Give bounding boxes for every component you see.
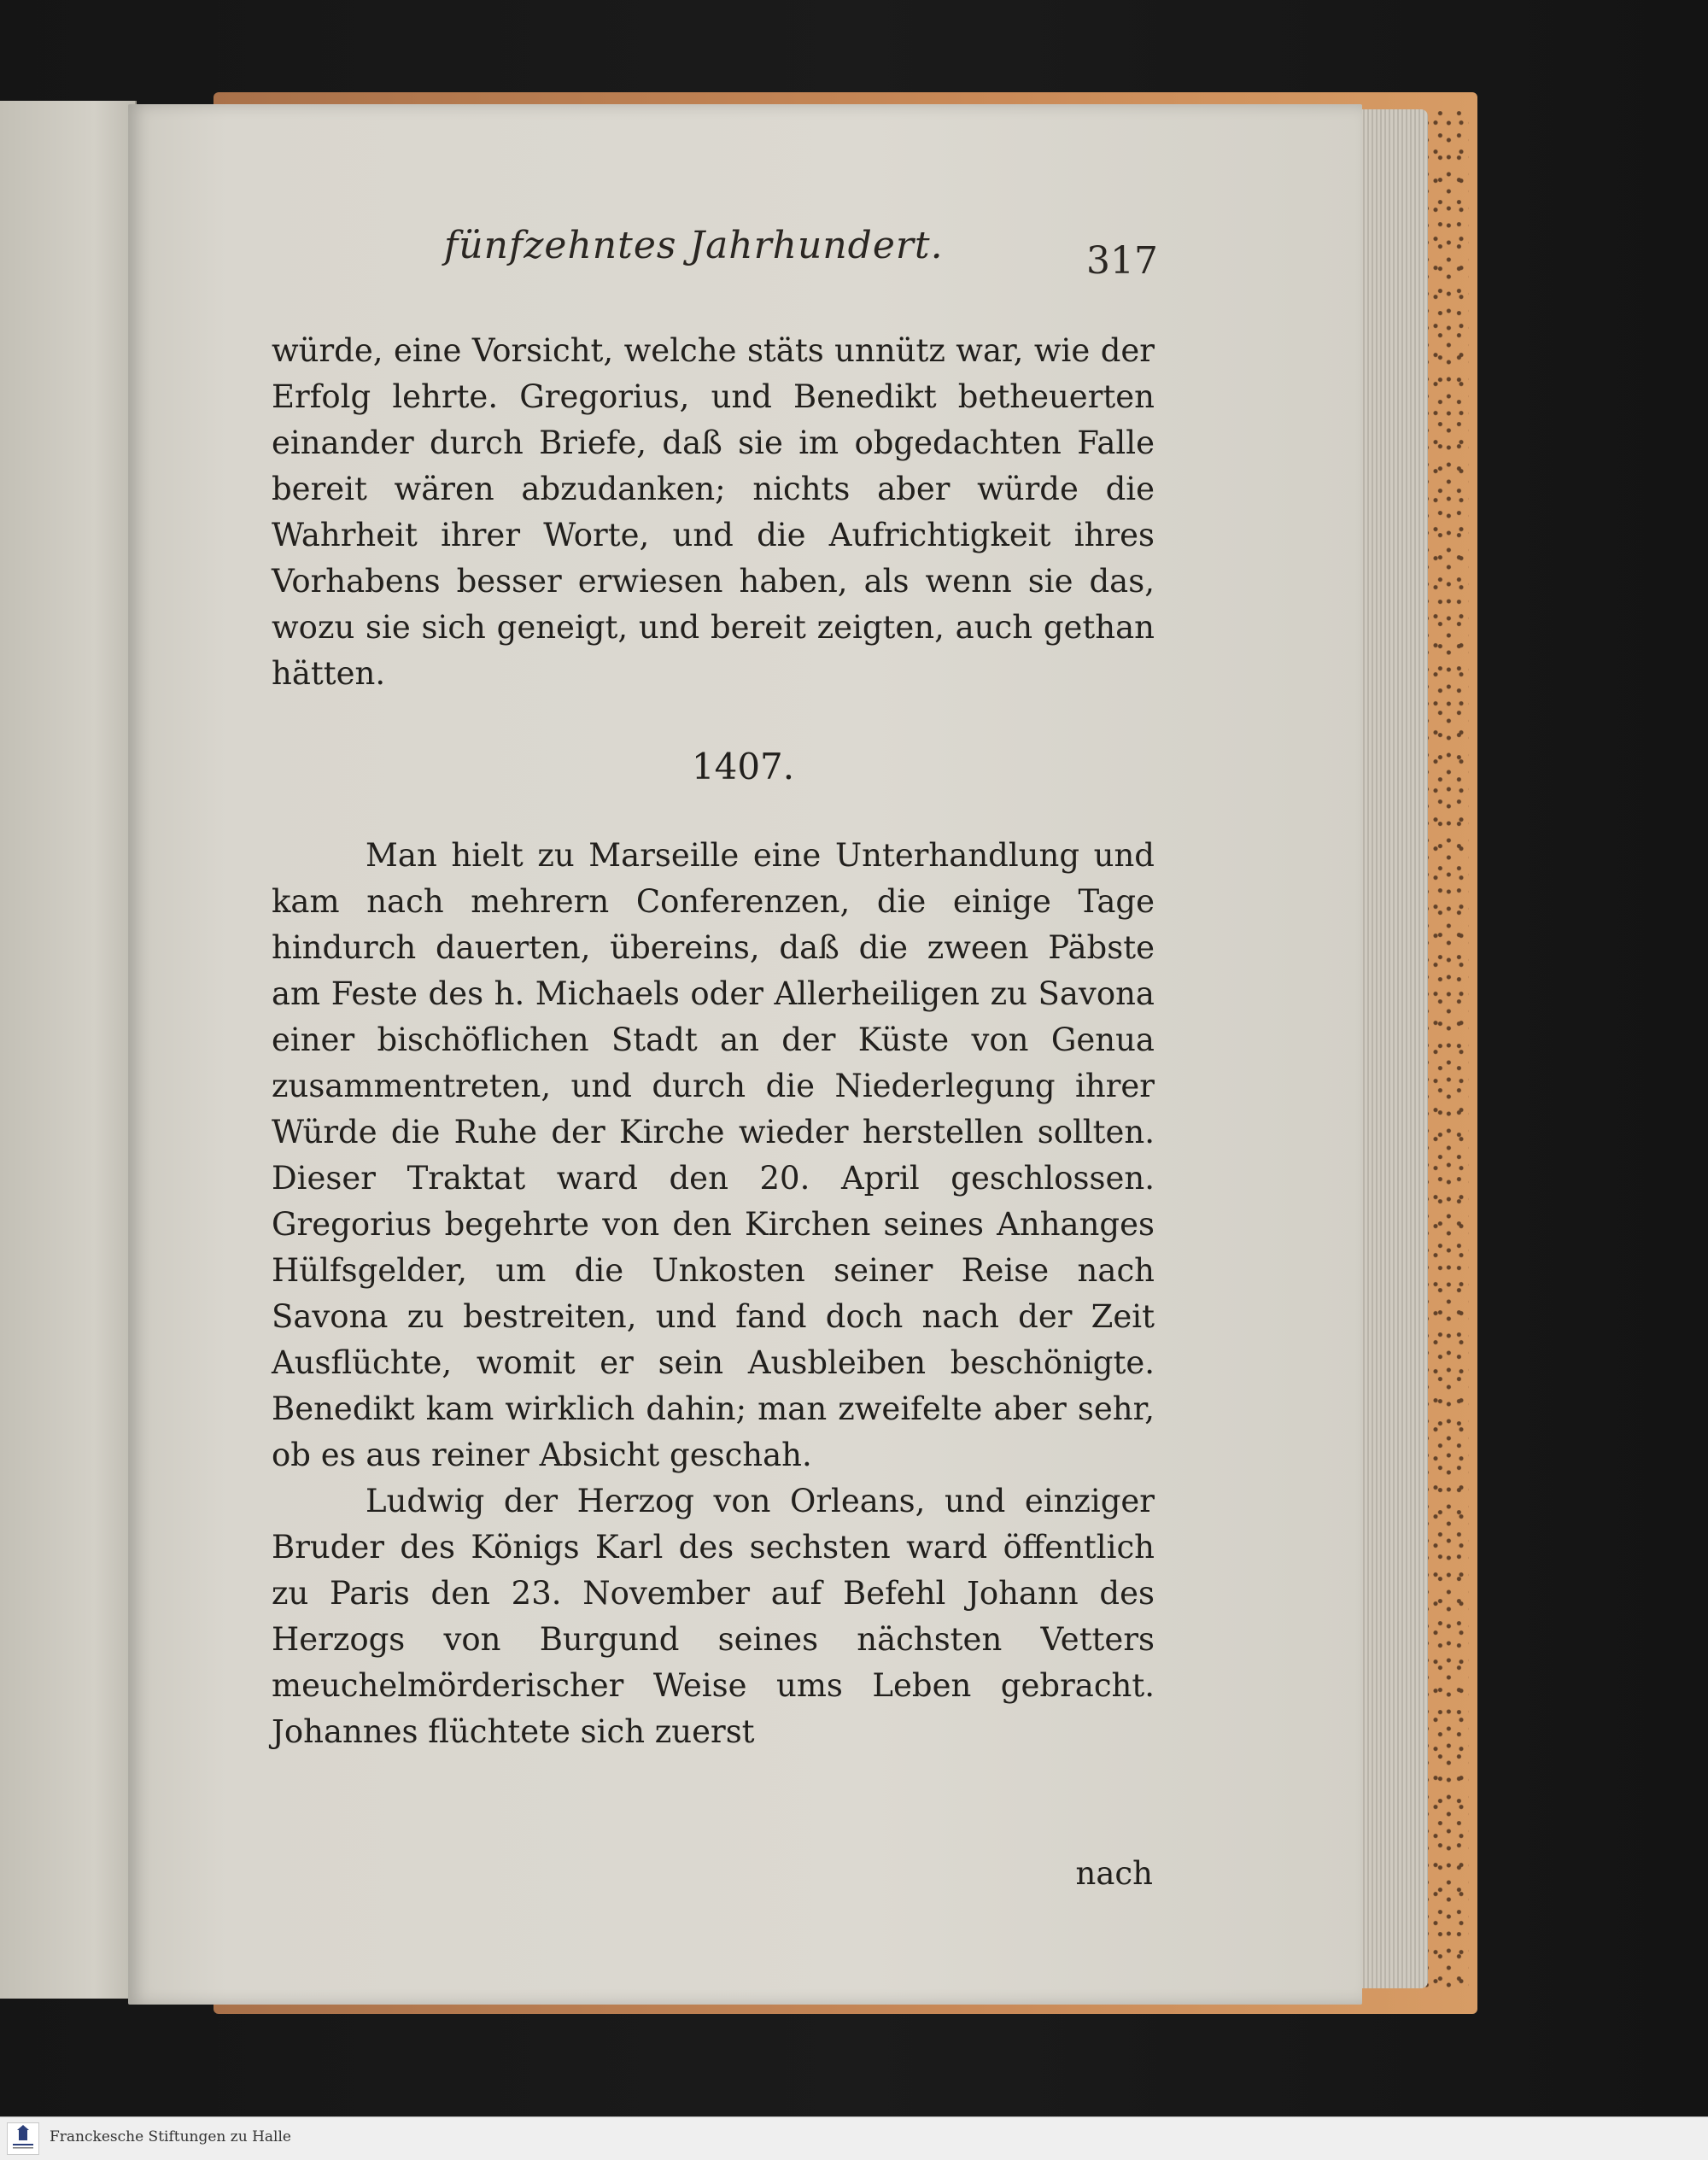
page-number: 317: [1086, 239, 1158, 283]
left-page-edge: [0, 101, 137, 1999]
paragraph: Ludwig der Herzog von Orleans, und einziger Bruder des Königs Karl des sechsten ward öffentlich zu Paris den 23. November auf Befehl Johann des Herzogs von Burgund seines nächsten Vetters meuchelmörderischer Weise ums Leben gebracht. Johannes flüchtete sich zuerst: [272, 1483, 1155, 1750]
text-block-top: [272, 328, 1155, 697]
year-heading: 1407.: [691, 746, 795, 787]
paragraph: Man hielt zu Marseille eine Unterhandlung und kam nach mehrern Conferenzen, die einige Tage hindurch dauerten, übereins, daß die zween Päbste am Feste des h. Michaels oder Allerheiligen zu Savona einer bischöflichen Stadt an der Küste von Genua zusammentreten, und durch die Niederlegung ihrer Würde die Ruhe der Kirche wieder herstellen sollten. Dieser Traktat ward den 20. April geschlossen. Gregorius begehrte von den Kirchen seines Anhanges Hülfsgelder, um die Unkosten seiner Reise nach Savona zu bestreiten, und fand doch nach der Zeit Ausflüchte, womit er sein Ausbleiben beschönigte. Benedikt kam wirklich dahin; man zweifelte aber sehr, ob es aus reiner Absicht geschah.: [272, 837, 1155, 1473]
franckesche-stiftungen-logo-icon: [7, 2122, 39, 2155]
catchword: nach: [1075, 1855, 1153, 1892]
paragraph: würde, eine Vorsicht, welche stäts unnütz war, wie der Erfolg lehrte. Gregorius, und Benedikt betheuerten einander durch Briefe, daß sie im obgedachten Falle bereit wären abzudanken; nichts aber würde die Wahrheit ihrer Worte, und die Aufrichtigkeit ihres Vorhabens besser erwiesen haben, als wenn sie das, wozu sie sich geneigt, und bereit zeigten, auch gethan hätten.: [272, 332, 1155, 692]
page-block-edges: [1356, 109, 1428, 1988]
institution-name: Franckesche Stiftungen zu Halle: [50, 2128, 291, 2145]
text-block-main: [272, 833, 1155, 1755]
footer-bar: [0, 2116, 1708, 2160]
running-header: fünfzehntes Jahrhundert.: [444, 224, 944, 267]
